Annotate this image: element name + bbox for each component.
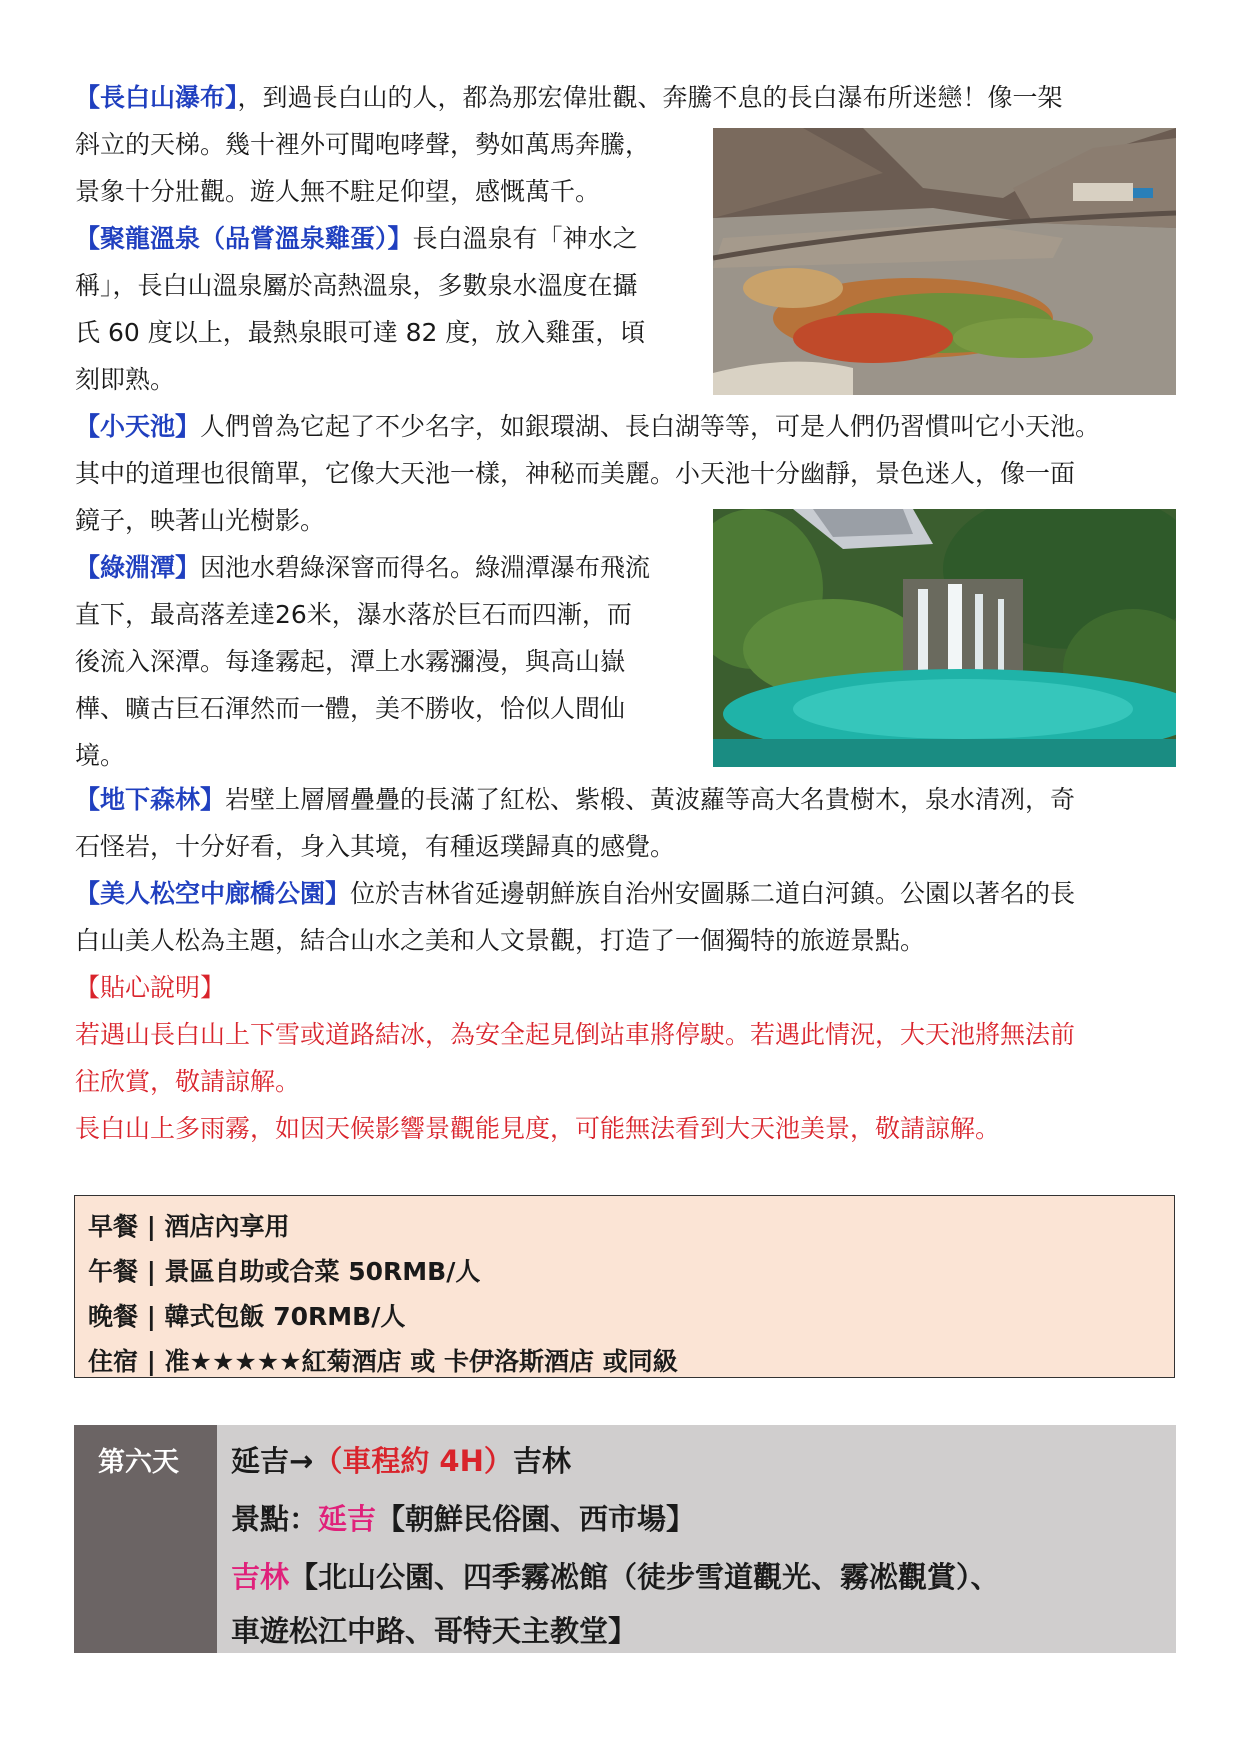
day-spots-line-3: 車遊松江中路、哥特天主教堂】 (231, 1614, 638, 1648)
green-pool-title: 【綠淵潭】 (75, 553, 201, 582)
meal-lunch: 午餐 | 景區自助或合菜 50RMB/人 (88, 1257, 481, 1286)
green-pool-line-5: 境。 (75, 741, 126, 770)
waterfall-line-2: 斜立的天梯。幾十裡外可聞咆哮聲，勢如萬馬奔騰， (75, 130, 651, 159)
green-pool-waterfall-photo (713, 509, 1176, 767)
pine-park-line-1: 【美人松空中廊橋公園】位於吉林省延邊朝鮮族自治州安圖縣二道白河鎮。公園以著名的長 (75, 879, 1076, 908)
green-pool-line-4: 樺、曠古巨石渾然而一體，美不勝收，恰似人間仙 (75, 694, 626, 723)
small-lake-line-2: 其中的道理也很簡單，它像大天池一樣，神秘而美麗。小天池十分幽靜，景色迷人，像一面 (75, 459, 1076, 488)
pine-park-line-2: 白山美人松為主題，結合山水之美和人文景觀，打造了一個獨特的旅遊景點。 (75, 926, 926, 955)
waterfall-title: 【長白山瀑布】 (75, 83, 238, 112)
notice-line-2: 往欣賞，敬請諒解。 (75, 1067, 301, 1096)
hotspring-line-3: 氏 60 度以上，最熱泉眼可達 82 度，放入雞蛋，頃 (75, 318, 646, 347)
day-label: 第六天 (74, 1425, 217, 1653)
notice-line-3: 長白山上多雨霧，如因天候影響景觀能見度，可能無法看到大天池美景，敬請諒解。 (75, 1114, 1001, 1143)
forest-line-2: 石怪岩，十分好看，身入其境，有種返璞歸真的感覺。 (75, 832, 676, 861)
hotspring-line-1: 【聚龍溫泉（品嘗溫泉雞蛋）】長白溫泉有「神水之 (75, 224, 638, 253)
small-lake-line-1: 【小天池】人們曾為它起了不少名字，如銀環湖、長白湖等等，可是人們仍習慣叫它小天池。 (75, 412, 1101, 441)
green-pool-line-2: 直下，最高落差達26米，瀑水落於巨石而四漸，而 (75, 600, 632, 629)
waterfall-line-1: 【長白山瀑布】，到過長白山的人，都為那宏偉壯觀、奔騰不息的長白瀑布所迷戀！像一架 (75, 83, 1063, 112)
hot-spring-valley-photo (713, 128, 1176, 395)
day-spots-line-2: 吉林【北山公園、四季霧凇館（徒步雪道觀光、霧凇觀賞）、 (231, 1560, 1000, 1594)
small-lake-title: 【小天池】 (75, 412, 201, 441)
day-spots-line-1: 景點：延吉【朝鮮民俗園、西市場】 (231, 1502, 696, 1536)
meal-hotel: 住宿 | 准★★★★★紅菊酒店 或 卡伊洛斯酒店 或同級 (88, 1347, 678, 1376)
small-lake-line-3: 鏡子，映著山光樹影。 (75, 506, 326, 535)
notice-title: 【貼心說明】 (75, 973, 226, 1002)
meals-box (74, 1195, 1175, 1378)
meal-dinner: 晚餐 | 韓式包飯 70RMB/人 (88, 1302, 406, 1331)
hotspring-line-2: 稱」，長白山溫泉屬於高熱溫泉，多數泉水溫度在攝 (75, 271, 638, 300)
meal-breakfast: 早餐 | 酒店內享用 (88, 1212, 290, 1241)
hotspring-title: 【聚龍溫泉（品嘗溫泉雞蛋）】 (75, 224, 413, 253)
notice-line-1: 若遇山長白山上下雪或道路結冰，為安全起見倒站車將停駛。若遇此情況，大天池將無法前 (75, 1020, 1076, 1049)
forest-line-1: 【地下森林】岩壁上層層疊疊的長滿了紅松、紫椴、黃波蘿等高大名貴樹木，泉水清冽，奇 (75, 785, 1076, 814)
green-pool-line-1: 【綠淵潭】因池水碧綠深窨而得名。綠淵潭瀑布飛流 (75, 553, 651, 582)
hotspring-line-4: 刻即熟。 (75, 365, 176, 394)
forest-title: 【地下森林】 (75, 785, 226, 814)
waterfall-line-3: 景象十分壯觀。遊人無不駐足仰望，感慨萬千。 (75, 177, 601, 206)
pine-park-title: 【美人松空中廊橋公園】 (75, 879, 351, 908)
day-route: 延吉→（車程約 4H）吉林 (231, 1444, 571, 1478)
day-six-box (74, 1425, 1176, 1653)
green-pool-line-3: 後流入深潭。每逢霧起，潭上水霧瀰漫，與高山嶽 (75, 647, 626, 676)
